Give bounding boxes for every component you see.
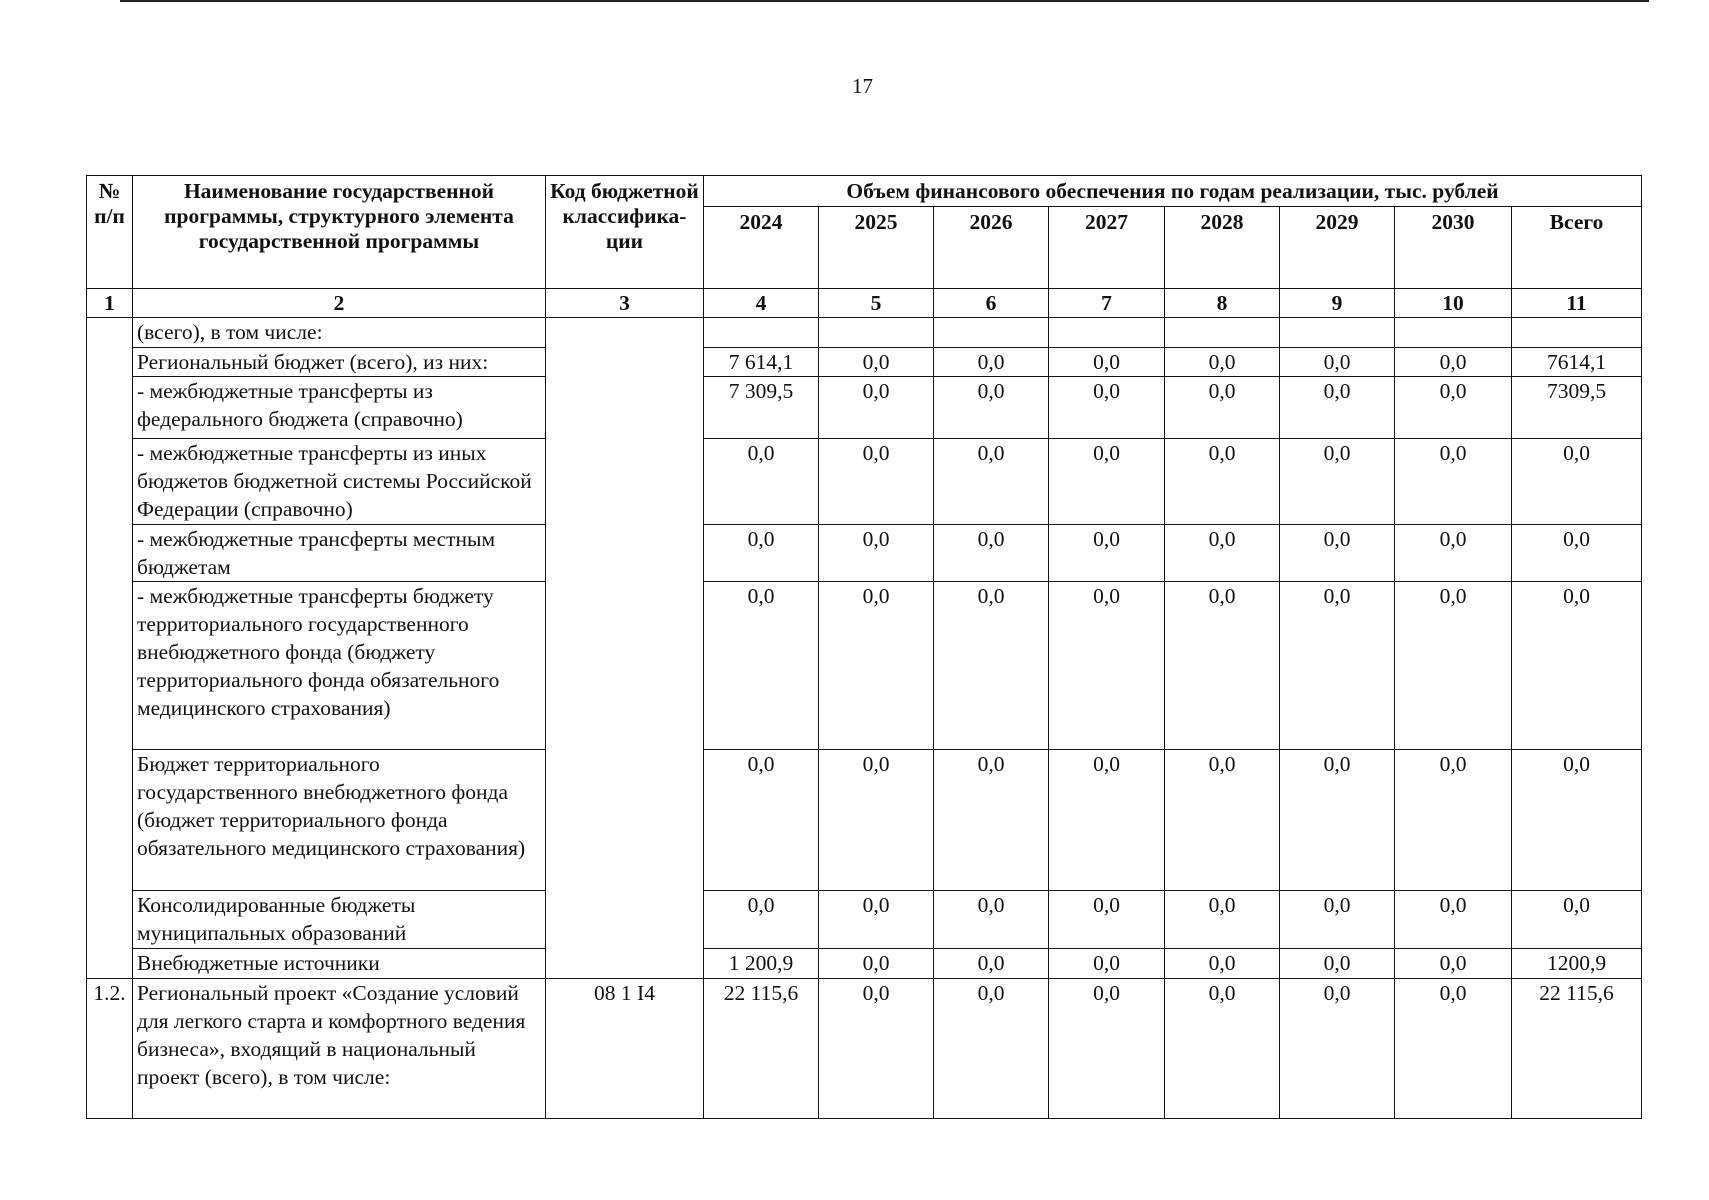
value-cell <box>819 318 934 348</box>
value-cell: 0,0 <box>934 979 1049 1119</box>
table-row <box>87 348 1642 377</box>
table-row <box>87 891 1642 949</box>
value-cell: 0,0 <box>1165 525 1280 582</box>
value-cell: 0,0 <box>704 439 819 525</box>
value-cell: 0,0 <box>1280 525 1395 582</box>
value-cell <box>1280 318 1395 348</box>
value-cell: 0,0 <box>1280 750 1395 891</box>
row-name: - межбюджетные трансферты бюджету территориального государственного внебюджетного фонда (бюджету территориального фонда обязательного медицинского страхования) <box>133 582 546 750</box>
value-cell: 0,0 <box>1280 348 1395 377</box>
value-cell: 0,0 <box>934 582 1049 750</box>
value-cell: 0,0 <box>934 439 1049 525</box>
column-number: 1 <box>87 289 133 318</box>
value-cell: 0,0 <box>1165 750 1280 891</box>
row-name: Внебюджетные источники <box>133 949 546 979</box>
value-cell: 0,0 <box>934 891 1049 949</box>
value-cell: 0,0 <box>1165 979 1280 1119</box>
table-row <box>87 979 1642 1119</box>
value-cell: 0,0 <box>1395 439 1512 525</box>
value-cell: 7 614,1 <box>704 348 819 377</box>
value-cell: 22 115,6 <box>704 979 819 1119</box>
value-cell: 0,0 <box>819 582 934 750</box>
row-number: 1.2. <box>87 979 133 1119</box>
row-name: - межбюджетные трансферты местным бюджетам <box>133 525 546 582</box>
value-cell: 0,0 <box>1395 348 1512 377</box>
table-row <box>87 750 1642 891</box>
value-cell: 1200,9 <box>1512 949 1642 979</box>
header-year: 2025 <box>819 207 934 289</box>
row-name: (всего), в том числе: <box>133 318 546 348</box>
value-cell: 0,0 <box>819 439 934 525</box>
value-cell: 0,0 <box>1165 377 1280 439</box>
value-cell: 0,0 <box>1049 525 1165 582</box>
value-cell: 0,0 <box>819 377 934 439</box>
value-cell: 0,0 <box>1280 377 1395 439</box>
value-cell: 0,0 <box>1049 582 1165 750</box>
column-number: 9 <box>1280 289 1395 318</box>
value-cell: 0,0 <box>934 525 1049 582</box>
value-cell: 0,0 <box>1049 891 1165 949</box>
column-number: 8 <box>1165 289 1280 318</box>
budget-table <box>86 175 1642 1119</box>
header-total: Всего <box>1512 207 1642 289</box>
value-cell: 0,0 <box>1049 750 1165 891</box>
header-year: 2028 <box>1165 207 1280 289</box>
table-row <box>87 525 1642 582</box>
value-cell <box>934 318 1049 348</box>
value-cell: 0,0 <box>704 582 819 750</box>
row-name: Региональный проект «Создание условий для легкого старта и комфортного ведения бизнеса», входящий в национальный проект (всего), в том числе: <box>133 979 546 1119</box>
page-number: 17 <box>852 74 873 98</box>
value-cell: 0,0 <box>1512 439 1642 525</box>
value-cell: 0,0 <box>704 750 819 891</box>
value-cell: 0,0 <box>1165 949 1280 979</box>
value-cell: 0,0 <box>1049 979 1165 1119</box>
value-cell: 0,0 <box>934 377 1049 439</box>
value-cell <box>704 318 819 348</box>
value-cell: 0,0 <box>1049 439 1165 525</box>
row-number <box>87 318 133 979</box>
header-code: Код бюджетной классифика-ции <box>546 176 704 289</box>
value-cell: 0,0 <box>1512 525 1642 582</box>
value-cell: 0,0 <box>1512 750 1642 891</box>
value-cell: 0,0 <box>819 891 934 949</box>
value-cell: 0,0 <box>934 949 1049 979</box>
value-cell: 0,0 <box>1280 891 1395 949</box>
value-cell: 0,0 <box>1395 750 1512 891</box>
value-cell: 0,0 <box>1280 949 1395 979</box>
column-number: 10 <box>1395 289 1512 318</box>
value-cell: 0,0 <box>1512 582 1642 750</box>
value-cell: 0,0 <box>1280 582 1395 750</box>
row-name: Бюджет территориального государственного внебюджетного фонда (бюджет территориального фонда обязательного медицинского страхования) <box>133 750 546 891</box>
value-cell: 0,0 <box>819 979 934 1119</box>
value-cell: 0,0 <box>1395 582 1512 750</box>
value-cell: 0,0 <box>1395 525 1512 582</box>
value-cell <box>1395 318 1512 348</box>
value-cell: 7309,5 <box>1512 377 1642 439</box>
value-cell: 0,0 <box>704 525 819 582</box>
value-cell: 0,0 <box>1395 891 1512 949</box>
value-cell: 0,0 <box>1395 979 1512 1119</box>
column-number: 5 <box>819 289 934 318</box>
value-cell: 0,0 <box>934 750 1049 891</box>
value-cell: 7614,1 <box>1512 348 1642 377</box>
value-cell: 0,0 <box>819 949 934 979</box>
value-cell: 0,0 <box>1049 348 1165 377</box>
value-cell: 0,0 <box>1165 348 1280 377</box>
top-border-line <box>120 0 1649 2</box>
value-cell: 0,0 <box>819 525 934 582</box>
row-name: - межбюджетные трансферты из федерального бюджета (справочно) <box>133 377 546 439</box>
row-code <box>546 318 704 979</box>
table-row <box>87 949 1642 979</box>
column-number: 7 <box>1049 289 1165 318</box>
header-num: № п/п <box>87 176 133 289</box>
header-row-1 <box>87 176 1642 207</box>
value-cell: 0,0 <box>1512 891 1642 949</box>
table-row <box>87 439 1642 525</box>
value-cell: 0,0 <box>1395 949 1512 979</box>
value-cell: 1 200,9 <box>704 949 819 979</box>
table-row <box>87 377 1642 439</box>
value-cell: 0,0 <box>819 750 934 891</box>
value-cell: 0,0 <box>1280 439 1395 525</box>
header-year: 2024 <box>704 207 819 289</box>
column-number: 11 <box>1512 289 1642 318</box>
value-cell: 0,0 <box>1049 949 1165 979</box>
header-name: Наименование государственной программы, структурного элемента государственной программы <box>133 176 546 289</box>
header-year: 2027 <box>1049 207 1165 289</box>
value-cell: 0,0 <box>1395 377 1512 439</box>
row-code: 08 1 I4 <box>546 979 704 1119</box>
column-number: 3 <box>546 289 704 318</box>
column-number-row <box>87 289 1642 318</box>
value-cell: 0,0 <box>934 348 1049 377</box>
row-name: Региональный бюджет (всего), из них: <box>133 348 546 377</box>
column-number: 4 <box>704 289 819 318</box>
value-cell: 0,0 <box>1165 891 1280 949</box>
value-cell: 7 309,5 <box>704 377 819 439</box>
column-number: 6 <box>934 289 1049 318</box>
value-cell: 22 115,6 <box>1512 979 1642 1119</box>
value-cell: 0,0 <box>1280 979 1395 1119</box>
value-cell <box>1049 318 1165 348</box>
value-cell <box>1512 318 1642 348</box>
value-cell: 0,0 <box>1165 582 1280 750</box>
header-year: 2030 <box>1395 207 1512 289</box>
header-year: 2026 <box>934 207 1049 289</box>
value-cell: 0,0 <box>819 348 934 377</box>
value-cell: 0,0 <box>1049 377 1165 439</box>
value-cell: 0,0 <box>1165 439 1280 525</box>
value-cell <box>1165 318 1280 348</box>
row-name: - межбюджетные трансферты из иных бюджетов бюджетной системы Российской Федерации (справочно) <box>133 439 546 525</box>
value-cell: 0,0 <box>704 891 819 949</box>
header-volume: Объем финансового обеспечения по годам реализации, тыс. рублей <box>704 176 1642 207</box>
row-name: Консолидированные бюджеты муниципальных образований <box>133 891 546 949</box>
header-year: 2029 <box>1280 207 1395 289</box>
table-row <box>87 318 1642 348</box>
table-row <box>87 582 1642 750</box>
column-number: 2 <box>133 289 546 318</box>
